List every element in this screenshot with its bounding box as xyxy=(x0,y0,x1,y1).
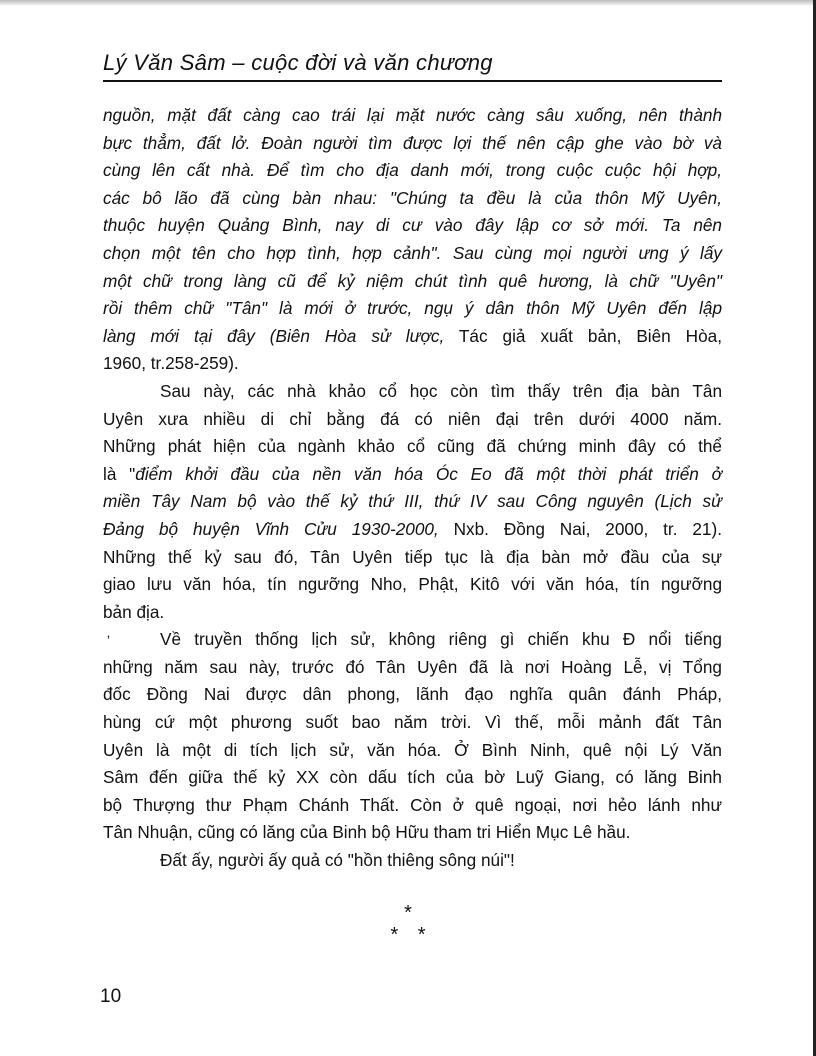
text-line xyxy=(103,461,722,489)
text-line xyxy=(103,102,722,130)
scan-shadow-top xyxy=(0,0,816,6)
text-run: Nxb. Đồng Nai, 2000, tr. 21). xyxy=(438,518,722,539)
italic-run: nguồn, mặt đất càng cao trái lại mặt nước càng sâu xuống, nên thành xyxy=(103,105,722,125)
text-line xyxy=(103,544,722,572)
text-run: Sau này, các nhà khảo cổ học còn tìm thấy trên địa bàn Tân xyxy=(160,380,722,401)
paragraph xyxy=(103,102,722,378)
text-line xyxy=(103,212,722,240)
text-run: Tân Nhuận, cũng có lăng của Binh bộ Hữu tham tri Hiển Mục Lê hầu. xyxy=(103,822,631,843)
text-line xyxy=(103,350,722,378)
text-line xyxy=(103,709,722,737)
text-line xyxy=(103,819,722,847)
text-run: Về truyền thống lịch sử, không riêng gì chiến khu Đ nổi tiếng xyxy=(160,629,722,650)
text-line xyxy=(103,406,722,434)
text-run: Tác giả xuất bản, Biên Hòa, xyxy=(444,325,722,346)
text-line xyxy=(103,240,722,268)
page-number: 10 xyxy=(100,986,122,1007)
italic-run: Đảng bộ huyện Vĩnh Cửu 1930-2000, xyxy=(103,518,439,539)
italic-run: một chữ trong làng cũ để kỷ niệm chút tình quê hương, là chữ "Uyên" xyxy=(103,270,722,291)
paragraph xyxy=(103,626,722,847)
stray-mark: ʼ xyxy=(107,633,111,649)
text-run: bộ Thượng thư Phạm Chánh Thất. Còn ở quê ngoại, nơi hẻo lánh như xyxy=(103,794,722,815)
text-run: giao lưu văn hóa, tín ngưỡng Nho, Phật, Kitô với văn hóa, tín ngưỡng xyxy=(103,574,722,595)
text-run: Sâm đến giữa thế kỷ XX còn dấu tích của bờ Luỹ Giang, có lăng Binh xyxy=(103,767,722,788)
text-line xyxy=(103,295,722,323)
text-line xyxy=(103,764,722,792)
text-run: là " xyxy=(103,463,136,484)
italic-run: cùng lên cất nhà. Để tìm cho địa danh mới, trong cuộc cuộc hội hợp, xyxy=(103,160,722,181)
italic-run: chọn một tên cho hợp tình, hợp cảnh". Sau cùng mọi người ưng ý lấy xyxy=(103,242,722,263)
text-line xyxy=(103,792,722,820)
text-line xyxy=(103,157,722,185)
section-ornament-bottom: * * xyxy=(390,924,426,946)
text-line xyxy=(103,488,722,516)
text-run: Những phát hiện của ngành khảo cổ cũng đã chứng minh đây có thể xyxy=(103,436,722,457)
text-run: đốc Đồng Nai được dân phong, lãnh đạo nghĩa quân đánh Pháp, xyxy=(103,684,722,705)
italic-run: bực thẳm, đất lở. Đoàn người tìm được lợi thế nên cập ghe vào bờ và xyxy=(103,132,722,153)
text-run: Uyên là một di tích lịch sử, văn hóa. Ở Bình Ninh, quê nội Lý Văn xyxy=(103,739,722,760)
text-line xyxy=(103,737,722,765)
section-ornament-top: * xyxy=(404,902,412,924)
running-header: Lý Văn Sâm – cuộc đời và văn chương xyxy=(103,50,722,82)
text-run: 1960, tr.258-259). xyxy=(103,353,239,374)
italic-run: thuộc huyện Quảng Bình, nay di cư vào đây lập cơ sở mới. Ta nên xyxy=(103,215,722,236)
text-run: Uyên xưa nhiều di chỉ bằng đá có niên đại trên dưới 4000 năm. xyxy=(103,408,722,429)
text-line xyxy=(103,433,722,461)
text-run: Những thế kỷ sau đó, Tân Uyên tiếp tục là địa bàn mở đầu của sự xyxy=(103,546,722,567)
text-line xyxy=(103,681,722,709)
italic-run: các bô lão đã cùng bàn nhau: "Chúng ta đều là của thôn Mỹ Uyên, xyxy=(103,187,722,208)
text-line xyxy=(103,378,722,406)
paragraph xyxy=(103,847,722,875)
italic-run: miền Tây Nam bộ vào thế kỷ thứ III, thứ IV sau Công nguyên (Lịch sử xyxy=(103,491,722,512)
text-line xyxy=(103,599,722,627)
text-line xyxy=(103,268,722,296)
italic-run: điểm khởi đầu của nền văn hóa Óc Eo đã một thời phát triển ở xyxy=(135,463,722,484)
text-line xyxy=(103,130,722,158)
paragraph xyxy=(103,378,722,626)
text-line xyxy=(103,654,722,682)
text-line xyxy=(103,626,722,654)
text-line xyxy=(103,323,722,351)
text-line xyxy=(103,571,722,599)
text-run: bản địa. xyxy=(103,601,165,622)
text-run: hùng cứ một phương suốt bao năm trời. Vì thế, mỗi mảnh đất Tân xyxy=(103,712,722,733)
text-run: Đất ấy, người ấy quả có "hồn thiêng sông núi"! xyxy=(160,850,515,871)
text-line xyxy=(103,847,722,875)
text-line xyxy=(103,185,722,213)
body-text xyxy=(103,102,722,875)
italic-run: làng mới tại đây (Biên Hòa sử lược, xyxy=(103,325,445,346)
text-run: những năm sau này, trước đó Tân Uyên đã là nơi Hoàng Lễ, vị Tổng xyxy=(103,656,722,677)
italic-run: rồi thêm chữ "Tân" là mới ở trước, ngụ ý dân thôn Mỹ Uyên đến lập xyxy=(103,298,722,319)
text-line xyxy=(103,516,722,544)
